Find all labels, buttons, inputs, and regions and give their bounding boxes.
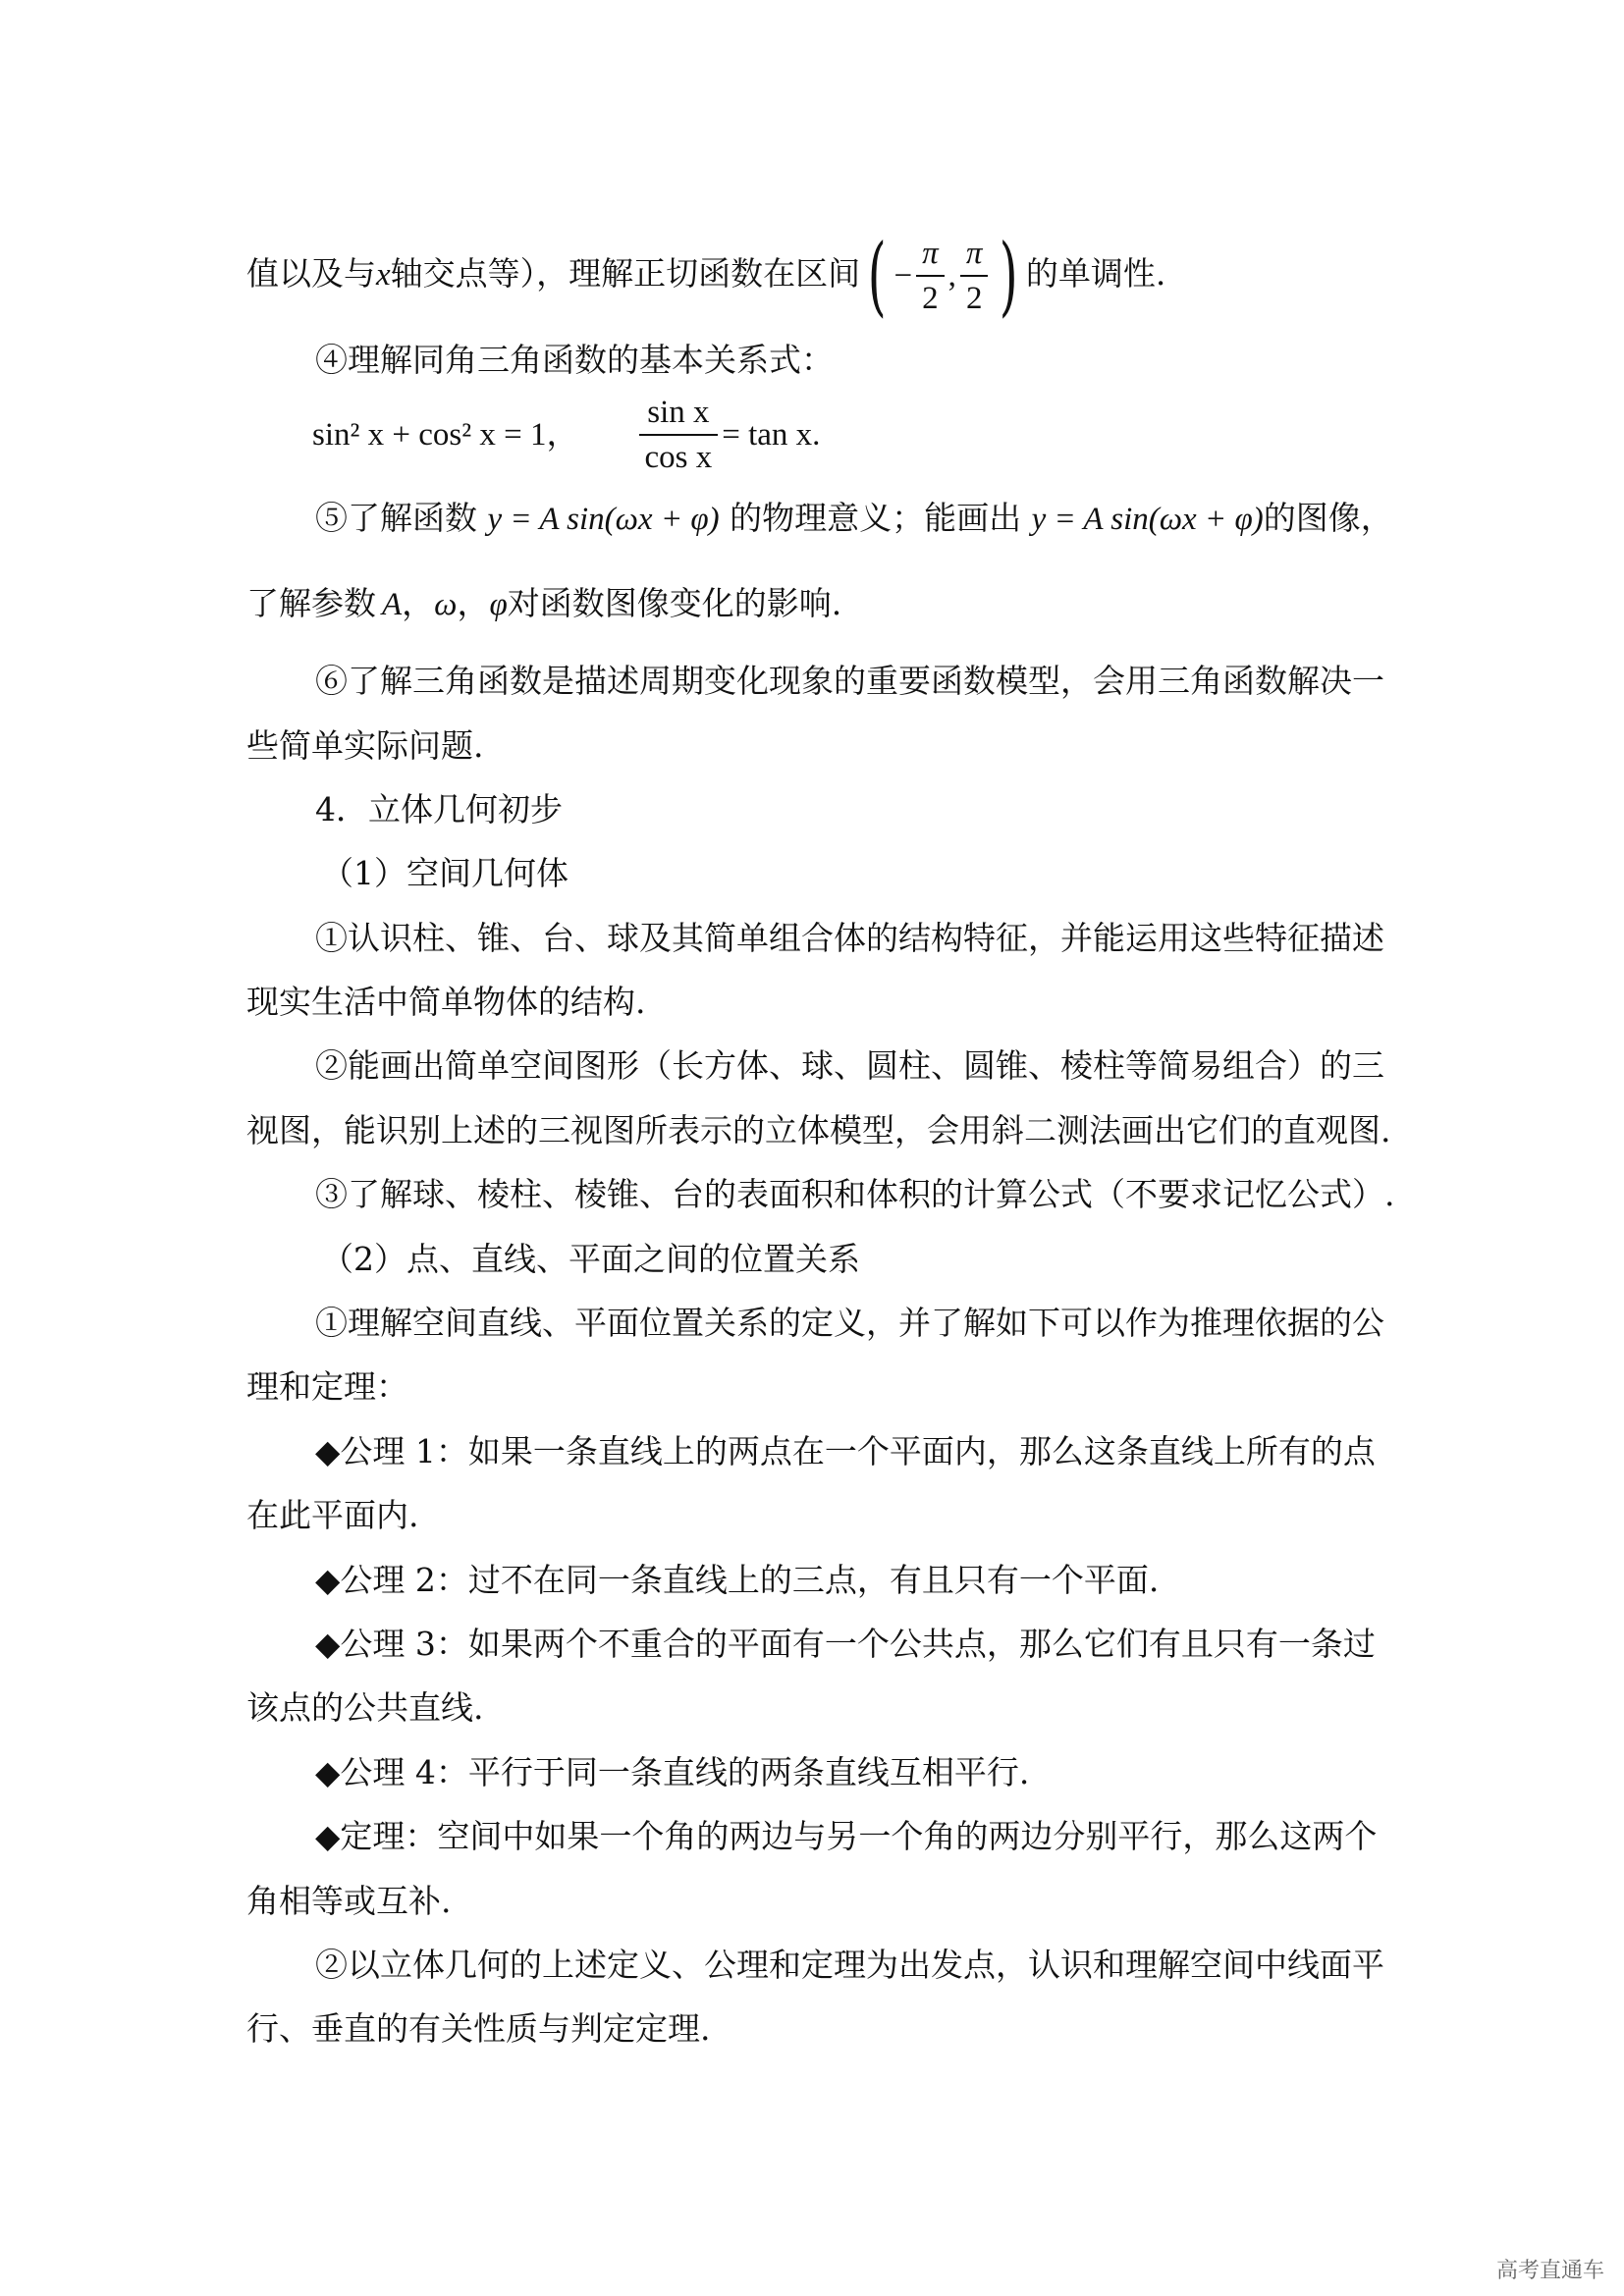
pythagorean-identity: sin² x + cos² x = 1， xyxy=(312,417,579,453)
line-1-text-a: 值以及与 xyxy=(246,254,376,293)
formula-sinusoid-1: y = A sin(ωx + φ) xyxy=(487,502,720,537)
minus-sign: − xyxy=(893,258,913,294)
line-1-text-b: 轴交点等），理解正切函数在区间 xyxy=(390,254,861,293)
section-heading-solid-geometry: 4．立体几何初步 xyxy=(315,790,563,828)
theorem: ◆定理：空间中如果一个角的两边与另一个角的两边分别平行，那么这两个 xyxy=(315,1817,1378,1855)
text-line-12: ②能画出简单空间图形（长方体、球、圆柱、圆锥、棱柱等简易组合）的三 xyxy=(315,1046,1384,1085)
text-line-13: 视图，能识别上述的三视图所表示的立体模型，会用斜二测法画出它们的直观图. xyxy=(246,1111,1391,1149)
axiom-2: ◆公理 2：过不在同一条直线上的三点，有且只有一个平面. xyxy=(315,1561,1160,1599)
text-line-22: 该点的公共直线. xyxy=(246,1688,484,1727)
axiom-1: ◆公理 1：如果一条直线上的两点在一个平面内，那么这条直线上所有的点 xyxy=(315,1432,1376,1470)
text-line-6: ⑥了解三角函数是描述周期变化现象的重要函数模型，会用三角函数解决一 xyxy=(315,662,1384,700)
watermark: 高考直通车 xyxy=(1495,2259,1604,2283)
fraction-pi-over-2-b: $\frac{\pi}{2}$ xyxy=(960,234,989,318)
param-A: A xyxy=(382,587,403,622)
param-phi: φ xyxy=(489,587,508,622)
text-line-25: 角相等或互补. xyxy=(246,1882,452,1920)
line-1-text-c: 的单调性. xyxy=(1025,254,1166,293)
axiom-4: ◆公理 4：平行于同一条直线的两条直线互相平行. xyxy=(315,1753,1030,1791)
subsection-heading-2: （2）点、直线、平面之间的位置关系 xyxy=(321,1240,860,1278)
text-line-27: 行、垂直的有关性质与判定定理. xyxy=(246,2009,711,2048)
param-omega: ω xyxy=(434,587,458,622)
text-line-17: 理和定理： xyxy=(246,1367,408,1406)
text-line-16: ①理解空间直线、平面位置关系的定义，并了解如下可以作为推理依据的公 xyxy=(315,1304,1384,1342)
identity-line xyxy=(312,393,1461,477)
axiom-3: ◆公理 3：如果两个不重合的平面有一个公共点，那么它们有且只有一条过 xyxy=(315,1625,1376,1663)
text-line-1 xyxy=(246,225,1395,326)
formula-sinusoid-2: y = A sin(ωx + φ) xyxy=(1031,502,1264,537)
fraction-pi-over-2-a: $\frac{\pi}{2}$ xyxy=(916,234,945,318)
text-line-11: 现实生活中简单物体的结构. xyxy=(246,983,646,1021)
text-line-2: ④理解同角三角函数的基本关系式： xyxy=(315,341,834,379)
var-x: x xyxy=(376,257,391,293)
text-line-7: 些简单实际问题. xyxy=(246,726,484,765)
text-line-5: 了解参数 A，ω，φ对函数图像变化的影响. xyxy=(246,584,842,622)
text-line-10: ①认识柱、锥、台、球及其简单组合体的结构特征，并能运用这些特征描述 xyxy=(315,919,1384,957)
sin-over-cos-fraction: $\frac{\text{sin x}}{\text{cos x}}$ xyxy=(639,393,719,477)
text-line-26: ②以立体几何的上述定义、公理和定理为出发点，认识和理解空间中线面平 xyxy=(315,1946,1384,1984)
text-line-14: ③了解球、棱柱、棱锥、台的表面积和体积的计算公式（不要求记忆公式）. xyxy=(315,1175,1395,1213)
text-line-4: ⑤了解函数 y = A sin(ωx + φ) 的物理意义；能画出 y = A sin(ωx + φ)的图像， xyxy=(315,499,1393,537)
open-interval: ( − $\frac{\pi}{2}$ , $\frac{\pi}{2}$ ) xyxy=(867,225,1019,326)
text-line-19: 在此平面内. xyxy=(246,1496,419,1534)
subsection-heading-1: （1）空间几何体 xyxy=(321,854,568,892)
tan-identity-rhs: = tan x. xyxy=(722,417,821,453)
